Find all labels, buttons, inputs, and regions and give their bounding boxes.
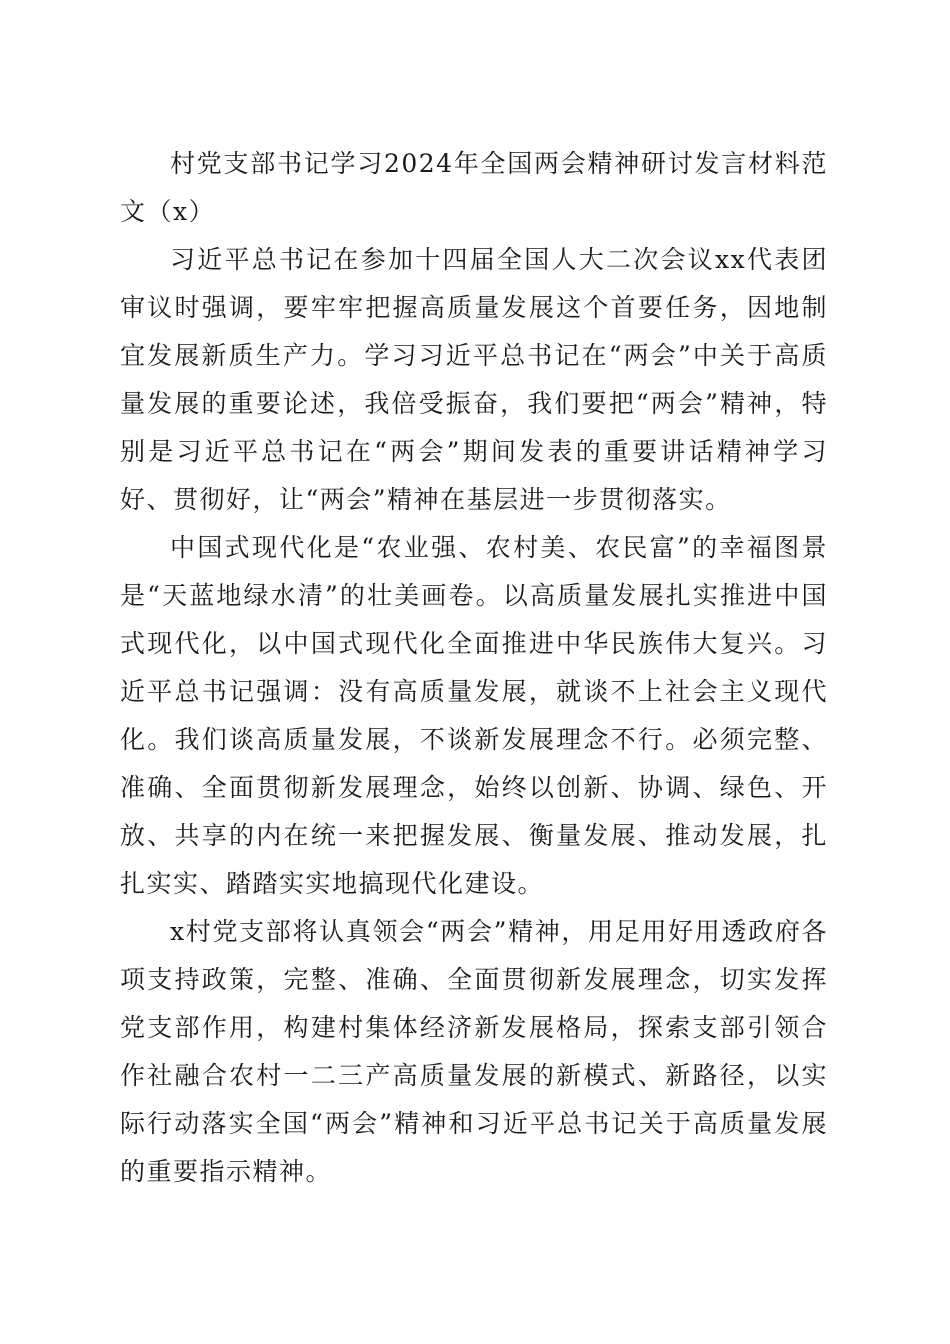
document-body	[120, 140, 828, 1196]
paragraph-1: 习近平总书记在参加十四届全国人大二次会议xx代表团审议时强调，要牢牢把握高质量发展这个首要任务，因地制宜发展新质生产力。学习习近平总书记在“两会”中关于高质量发展的重要论述，我倍受振奋，我们要把“两会”精神，特别是习近平总书记在“两会”期间发表的重要讲话精神学习好、贯彻好，让“两会”精神在基层进一步贯彻落实。	[120, 245, 828, 514]
document-title: 村党支部书记学习2024年全国两会精神研讨发言材料范文（x）	[120, 149, 828, 226]
paragraph-3: x村党支部将认真领会“两会”精神，用足用好用透政府各项支持政策，完整、准确、全面贯彻新发展理念，切实发挥党支部作用，构建村集体经济新发展格局，探索支部引领合作社融合农村一二三产高质量发展的新模式、新路径，以实际行动落实全国“两会”精神和习近平总书记关于高质量发展的重要指示精神。	[120, 917, 828, 1186]
paragraph-2: 中国式现代化是“农业强、农村美、农民富”的幸福图景是“天蓝地绿水清”的壮美画卷。以高质量发展扎实推进中国式现代化，以中国式现代化全面推进中华民族伟大复兴。习近平总书记强调：没有高质量发展，就谈不上社会主义现代化。我们谈高质量发展，不谈新发展理念不行。必须完整、准确、全面贯彻新发展理念，始终以创新、协调、绿色、开放、共享的内在统一来把握发展、衡量发展、推动发展，扎扎实实、踏踏实实地搞现代化建设。	[120, 533, 828, 898]
